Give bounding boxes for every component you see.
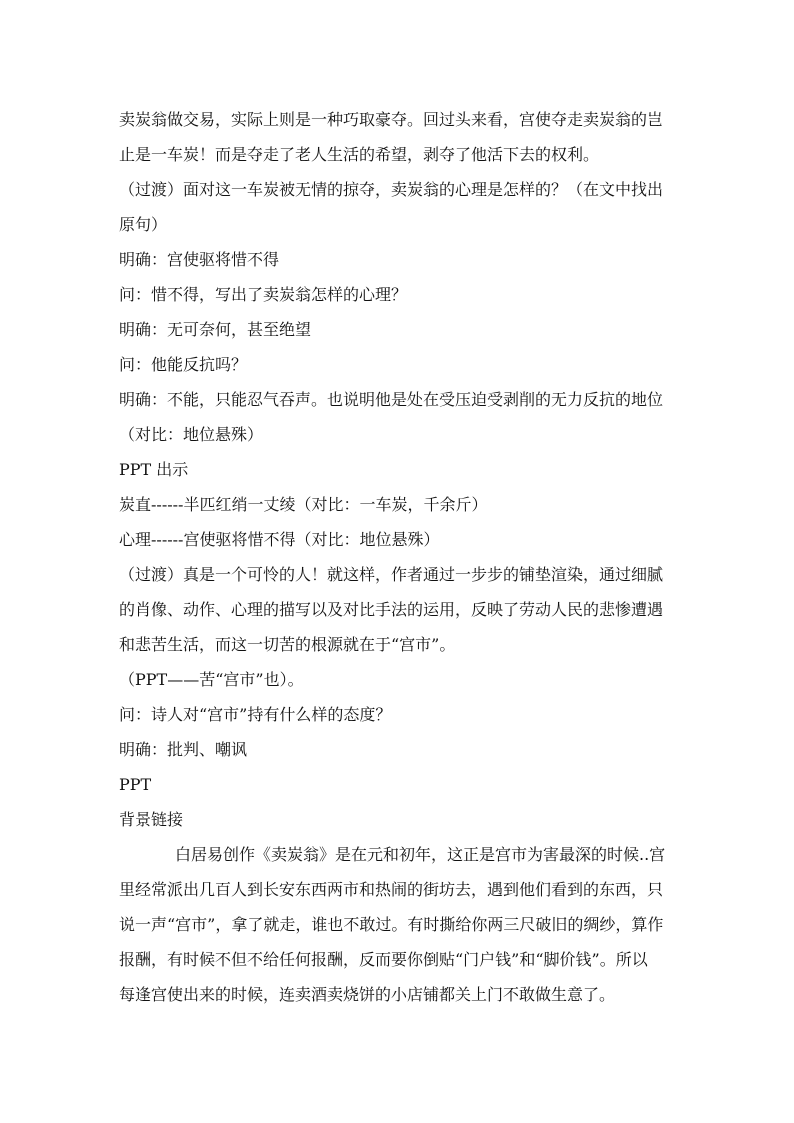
document-body [119,102,679,1012]
question-line: 问：他能反抗吗？ [119,355,248,374]
background-paragraph-line: 说一声“宫市”，拿了就走，谁也不敢过。有时撕给你两三尺破旧的绸纱，算作 [119,915,664,934]
background-paragraph-line: 报酬，有时候不但不给任何报酬，反而要你倒贴“门户钱”和“脚价钱”。所以 [119,950,648,969]
answer-line: 明确：不能，只能忍气吞声。也说明他是处在受压迫受剥削的无力反抗的地位 [119,390,664,409]
answer-line: 明确：宫使驱将惜不得 [119,250,280,269]
background-paragraph-line: 里经常派出几百人到长安东西两市和热闹的街坊去，遇到他们看到的东西，只 [119,880,664,899]
answer-line: 明确：无可奈何，甚至绝望 [119,320,312,339]
paragraph-line: （过渡）真是一个可怜的人！就这样，作者通过一步步的铺垫渲染，通过细腻 [119,565,664,584]
paragraph-line: 和悲苦生活，而这一切苦的根源就在于“宫市”。 [119,635,456,654]
comparison-line: 心理------宫使驱将惜不得（对比：地位悬殊） [119,530,440,549]
section-heading: 背景链接 [119,810,184,829]
question-line: 问：诗人对“宫市”持有什么样的态度？ [119,705,392,724]
paragraph-line: 卖炭翁做交易，实际上则是一种巧取豪夺。回过头来看，宫使夺走卖炭翁的岂 [119,110,664,129]
paragraph-line: （对比：地位悬殊） [119,425,264,444]
background-paragraph-line: 每逢宫使出来的时候，连卖酒卖烧饼的小店铺都关上门不敢做生意了。 [119,985,616,1004]
paragraph-line: 原句） [119,215,168,234]
paragraph-line: 的肖像、动作、心理的描写以及对比手法的运用，反映了劳动人民的悲惨遭遇 [119,600,664,619]
question-line: 问：惜不得，写出了卖炭翁怎样的心理？ [119,285,408,304]
ppt-label: PPT [119,775,152,794]
answer-line: 明确：批判、嘲讽 [119,740,248,759]
comparison-line: 炭直------半匹红绡一丈绫（对比：一车炭，千余斤） [119,495,488,514]
paragraph-line: 止是一车炭！而是夺走了老人生活的希望，剥夺了他活下去的权利。 [119,145,600,164]
paragraph-line: （过渡）面对这一车炭被无情的掠夺，卖炭翁的心理是怎样的？（在文中找出 [119,180,664,199]
background-paragraph-line: 白居易创作《卖炭翁》是在元和初年，这正是宫市为害最深的时候..宫 [175,845,666,864]
paragraph-line: （PPT——苦“宫市”也）。 [119,670,304,689]
ppt-label: PPT 出示 [119,460,189,479]
